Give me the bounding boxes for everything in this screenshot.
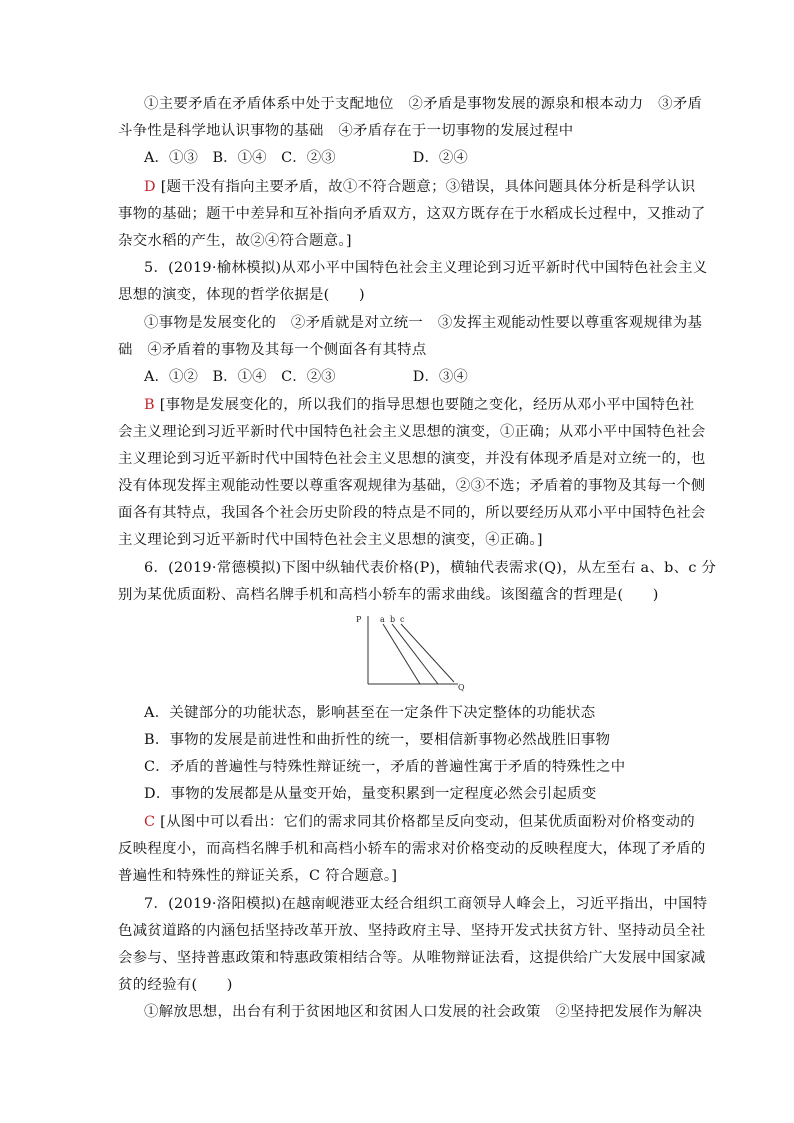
q5-options-line-2: 础 ④矛盾着的事物及其每一个侧面各有其特点	[118, 342, 427, 358]
y-axis-label: P	[356, 615, 362, 624]
curve-label-c: c	[400, 615, 405, 624]
q4-explanation-line-3: 杂交水稻的产生，故②④符合题意。]	[118, 233, 352, 249]
q6-stem-line-2: 别为某优质面粉、高档名牌手机和高档小轿车的需求曲线。该图蕴含的哲理是( )	[118, 587, 659, 603]
q6-choice-a: A．关键部分的功能状态，影响甚至在一定条件下决定整体的功能状态	[144, 705, 596, 721]
q7-stem-line-4: 贫的经验有( )	[118, 977, 233, 993]
demand-curve-figure	[350, 610, 472, 692]
curve-label-a: a	[380, 615, 385, 624]
q4-explanation-line-1	[144, 177, 696, 197]
q4-explanation-line-2: 事物的基础；题干中差异和互补指向矛盾双方，这双方既存在于水稻成长过程中，又推动了	[118, 206, 706, 222]
q6-explanation-line-1	[144, 812, 695, 832]
q4-choices: A．①③ B．①④ C．②③ D．②④	[144, 150, 468, 166]
q5-explanation-line-4: 没有体现发挥主观能动性要以尊重客观规律为基础，②③不选；矛盾着的事物及其每一个侧	[118, 478, 706, 494]
q6-explanation-line-2: 反映程度小，而高档名牌手机和高档小轿车的需求对价格变动的反映程度大，体现了矛盾的	[118, 841, 706, 857]
x-axis-label: Q	[458, 683, 465, 692]
q5-explanation-text-1: [事物是发展变化的，所以我们的指导思想也要随之变化，经历从邓小平中国特色社	[154, 397, 695, 413]
q4-options-line-2: 斗争性是科学地认识事物的基础 ④矛盾存在于一切事物的发展过程中	[118, 123, 574, 139]
q6-choice-c: C．矛盾的普遍性与特殊性辩证统一，矛盾的普遍性寓于矛盾的特殊性之中	[144, 759, 626, 775]
q6-choice-b: B．事物的发展是前进性和曲折性的统一，要相信新事物必然战胜旧事物	[144, 732, 611, 748]
demand-curve-svg	[350, 610, 472, 692]
q5-explanation-line-3: 主义理论到习近平新时代中国特色社会主义思想的演变，并没有体现矛盾是对立统一的，也	[118, 451, 706, 467]
q5-options-line-1: ①事物是发展变化的 ②矛盾就是对立统一 ③发挥主观能动性要以尊重客观规律为基	[144, 315, 703, 331]
q6-stem-line-1: 6．(2019·常德模拟)下图中纵轴代表价格(P)，横轴代表需求(Q)，从左至右 a、b、c 分	[144, 560, 717, 576]
q7-stem-line-3: 会参与、坚持普惠政策和特惠政策相结合等。从唯物辩证法看，这提供给广大发展中国家减	[118, 950, 706, 966]
q4-options-line-1: ①主要矛盾在矛盾体系中处于支配地位 ②矛盾是事物发展的源泉和根本动力 ③矛盾	[144, 96, 703, 112]
q7-stem-line-2: 色减贫道路的内涵包括坚持改革开放、坚持政府主导、坚持开发式扶贫方针、坚持动员全社	[118, 923, 706, 939]
q5-choices: A．①② B．①④ C．②③ D．③④	[144, 369, 468, 385]
q6-explanation-line-3: 普遍性和特殊性的辩证关系，C 符合题意。]	[118, 868, 398, 884]
q5-stem-line-1: 5．(2019·榆林模拟)从邓小平中国特色社会主义理论到习近平新时代中国特色社会主义	[144, 260, 708, 276]
q4-explanation-text-1: [题干没有指向主要矛盾，故①不符合题意；③错误，具体问题具体分析是科学认识	[155, 179, 696, 195]
q6-explanation-text-1: [从图中可以看出：它们的需求同其价格都呈反向变动，但某优质面粉对价格变动的	[155, 814, 695, 830]
q5-explanation-line-1	[144, 395, 695, 415]
q5-answer: B	[144, 397, 155, 413]
demand-curve-c	[401, 624, 454, 682]
curve-label-b: b	[390, 615, 396, 624]
q6-answer: C	[144, 814, 156, 830]
q4-answer: D	[144, 179, 156, 195]
q5-explanation-line-6: 主义理论到习近平新时代中国特色社会主义思想的演变，④正确。]	[118, 532, 543, 548]
q7-options-line-1: ①解放思想，出台有利于贫困地区和贫困人口发展的社会政策 ②坚持把发展作为解决	[144, 1004, 703, 1020]
q7-stem-line-1: 7．(2019·洛阳模拟)在越南岘港亚太经合组织工商领导人峰会上，习近平指出，中国特	[144, 896, 708, 912]
q5-stem-line-2: 思想的演变，体现的哲学依据是( )	[118, 287, 365, 303]
q5-explanation-line-5: 面各有其特点，我国各个社会历史阶段的特点是不同的，所以要经历从邓小平中国特色社会	[118, 505, 706, 521]
q6-choice-d: D．事物的发展都是从量变开始，量变积累到一定程度必然会引起质变	[144, 786, 597, 802]
q5-explanation-line-2: 会主义理论到习近平新时代中国特色社会主义思想的演变，①正确；从邓小平中国特色社会	[118, 424, 706, 440]
